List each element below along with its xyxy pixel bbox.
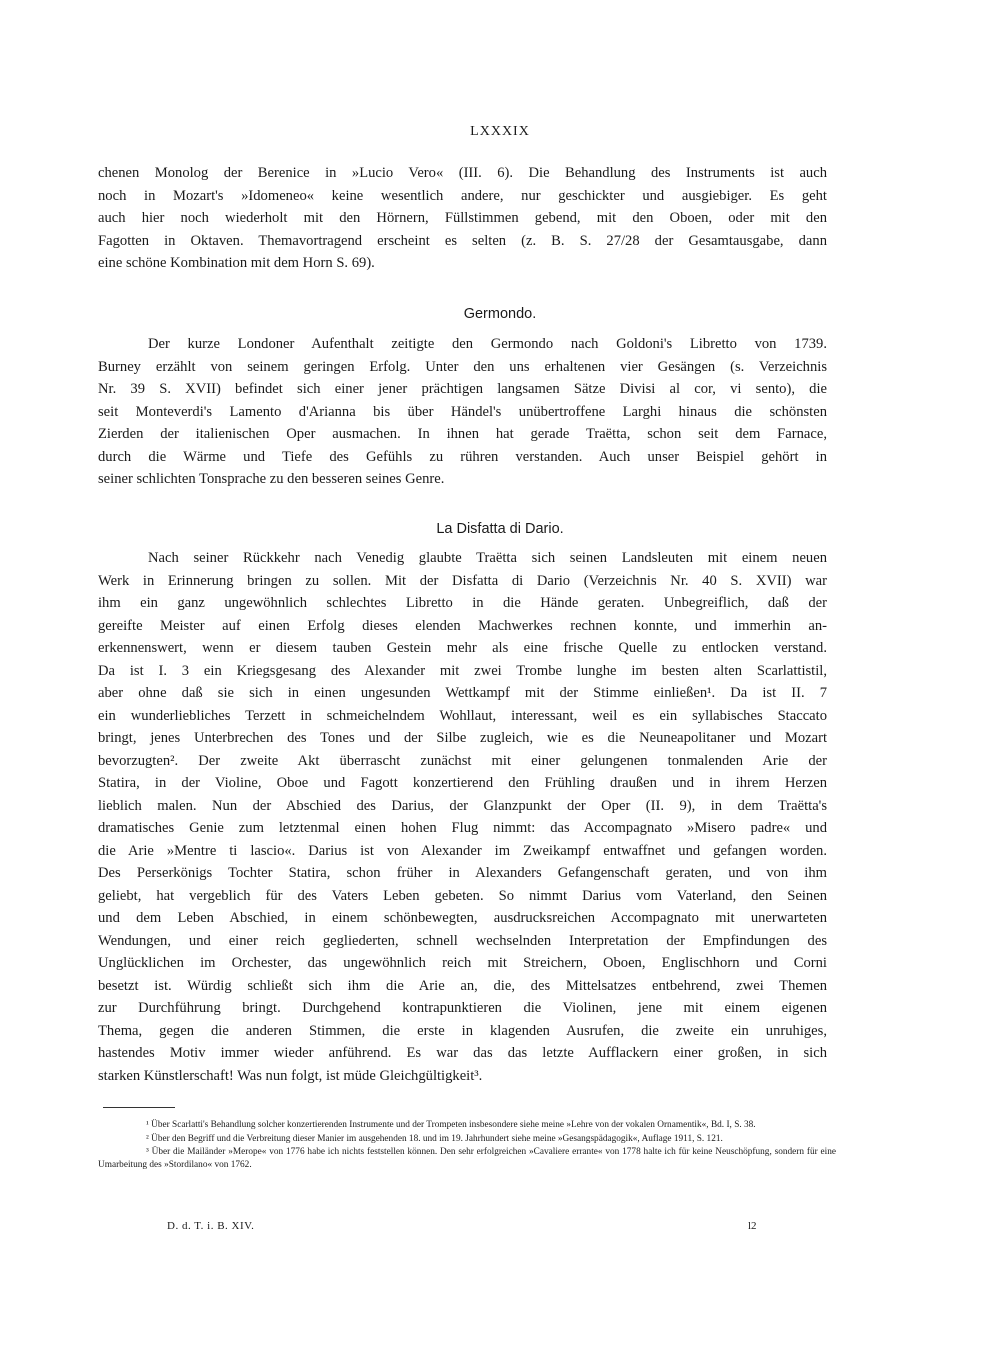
- text-line: seit Monteverdi's Lamento d'Arianna bis über Händel's unübertroffene Larghi hinaus die schönsten: [98, 403, 827, 420]
- sheet-number: l2: [748, 1220, 757, 1232]
- text-line: die Arie »Mentre ti lascio«. Darius ist von Alexander im Zweikampf entwaffnet und gefangen worden.: [98, 842, 827, 859]
- intro-paragraph: [98, 162, 827, 275]
- text-line: bringt, jenes Unterbrechen des Tones und der Silbe zugleich, wie es die Neuneapolitaner und Mozart: [98, 730, 827, 746]
- text-line: Da ist I. 3 ein Kriegsgesang des Alexander mit zwei Trombe lunghe im besten alten Scarlattistil,: [98, 662, 827, 679]
- page-number: LXXXIX: [470, 124, 530, 139]
- text-line: Der kurze Londoner Aufenthalt zeitigte den Germondo nach Goldoni's Libretto von 1739.: [148, 336, 827, 352]
- text-line: geliebt, hat vergeblich für des Vaters Leben gebeten. So nimmt Darius vom Vaterland, den Seinen: [98, 887, 827, 904]
- footnote-separator: [103, 1107, 175, 1108]
- text-line: Thema, gegen die anderen Stimmen, die erste in klagenden Ausrufen, die zweite ein unruhiges,: [98, 1022, 827, 1039]
- text-line: Unglücklichen im Orchester, das ungewöhnlich reich mit Streichern, Oboen, Englischhorn und Corni: [98, 955, 827, 971]
- text-line: Fagotten in Oktaven. Themavortragend erscheint es selten (z. B. S. 27/28 der Gesamtausgabe, dann: [98, 232, 827, 249]
- text-line: Statira, in der Violine, Oboe und Fagott konzertierend den Frühling draußen und in ihrem Herzen: [98, 775, 827, 791]
- text-line: ein wunderliebliches Terzett in schmeichelndem Wohllaut, interessant, weil es ein syllabisches Staccato: [98, 707, 827, 724]
- text-line: Wendungen, und einer reich gegliederten, schnell wechselnden Interpretation der Empfindungen des: [98, 932, 827, 949]
- footnote-2: ² Über den Begriff und die Verbreitung dieser Manier im ausgehenden 18. und im 19. Jahrhundert siehe meine »Gesangspädagogik«, Auflage 1911, S. 121.: [146, 1133, 723, 1144]
- section-heading-germondo: Germondo.: [463, 306, 537, 322]
- text-line: ihm ein ganz ungewöhnlich schlechtes Libretto in die Hände geraten. Unbegreiflich, daß der: [98, 595, 827, 611]
- text-line: Des Perserkönigs Tochter Statira, schon früher in Alexanders Gefangenschaft geraten, und von ihm: [98, 865, 827, 881]
- text-line: Nr. 39 S. XVII) befindet sich einer jener prächtigen langsamen Sätze Divisi al cor, vi sento), die: [98, 381, 827, 397]
- text-line: besetzt ist. Würdig schließt sich ihm die Arie an, die, des Mittelsatzes entbehrend, zwei Themen: [98, 977, 827, 994]
- text-line: starken Künstlerschaft! Was nun folgt, ist müde Gleichgültigkeit³.: [98, 1067, 483, 1084]
- text-line: Nach seiner Rückkehr nach Venedig glaubte Traëtta sich seinen Landsleuten mit einem neuen: [148, 550, 827, 566]
- text-line: und dem Leben Abschied, in einem schönbewegten, ausdrucksreichen Accompagnato mit unerwarteten: [98, 910, 827, 926]
- footnotes: [98, 1119, 836, 1173]
- text-line: auch hier noch wiederholt mit den Hörnern, Füllstimmen gebend, mit den Oboen, oder mit den: [98, 210, 827, 226]
- text-line: bevorzugten². Der zweite Akt überrascht zunächst mit einer gelungenen tonmalenden Arie der: [98, 752, 827, 769]
- text-line: aber ohne daß sie sich in einen ungesunden Wettkampf mit der Stimme einließen¹. Da ist II. 7: [98, 685, 827, 701]
- footnote-1: ¹ Über Scarlatti's Behandlung solcher konzertierenden Instrumente und der Trompeten insbesondere siehe meine »Lehre von der vokalen Ornamentik«, Bd. I, S. 38.: [146, 1120, 756, 1130]
- text-line: noch in Mozart's »Idomeneo« keine wesentlich andere, nur geschickter und ausgiebiger. Es geht: [98, 187, 827, 204]
- text-line: durch die Wärme und Tiefe des Gefühls zu rühren verstanden. Auch unser Beispiel gehört in: [98, 448, 827, 465]
- text-line: zur Durchführung bringt. Durchgehend kontrapunktieren die Violinen, jene mit einem eigenen: [98, 1000, 827, 1016]
- section-heading-dario: La Disfatta di Dario.: [436, 521, 564, 537]
- text-line: erkennenswert, wenn er diesem tauben Gestein mehr als eine frische Quelle zu entlocken verstand.: [98, 640, 827, 656]
- text-line: lieblich malen. Nun der Abschied des Darius, der Glanzpunkt der Oper (II. 9), in dem Traëtta's: [98, 797, 827, 814]
- text-line: Werk in Erinnerung bringen zu sollen. Mit der Disfatta di Dario (Verzeichnis Nr. 40 S. XVII) war: [98, 572, 827, 589]
- germondo-paragraph: [98, 333, 827, 491]
- dario-paragraph: [98, 547, 827, 1087]
- text-line: dramatisches Genie zum letztenmal einen hohen Flug nimmt: das Accompagnato »Misero padre« und: [98, 820, 827, 836]
- printer-signature: D. d. T. i. B. XIV.: [167, 1220, 255, 1232]
- text-line: chenen Monolog der Berenice in »Lucio Vero« (III. 6). Die Behandlung des Instruments ist auch: [98, 165, 827, 181]
- text-line: Zierden der italienischen Oper ausmachen. In ihnen hat gerade Traëtta, schon seit dem Farnace,: [98, 426, 827, 442]
- text-line: eine schöne Kombination mit dem Horn S. 69).: [98, 255, 375, 271]
- text-line: gereifte Meister auf einen Erfolg dieses elenden Machwerkes rechnen konnte, und immerhin an-: [98, 617, 827, 634]
- text-line: Burney erzählt von seinem geringen Erfolg. Unter den uns erhaltenen vier Gesängen (s. Verzeichnis: [98, 358, 827, 375]
- text-line: seiner schlichten Tonsprache zu den besseren seines Genre.: [98, 471, 445, 487]
- footnote-3: ³ Über die Mailänder »Merope« von 1776 habe ich nichts feststellen können. Den sehr erfolgreichen »Cavaliere errante« von 1778 halte ich für keine Neuschöpfung, sondern für eine Umarbeitung des »Stordilano« von 1762.: [98, 1147, 836, 1171]
- text-line: hastendes Motiv immer wieder anführend. Es war das das letzte Aufflackern einer großen, in sich: [98, 1045, 827, 1061]
